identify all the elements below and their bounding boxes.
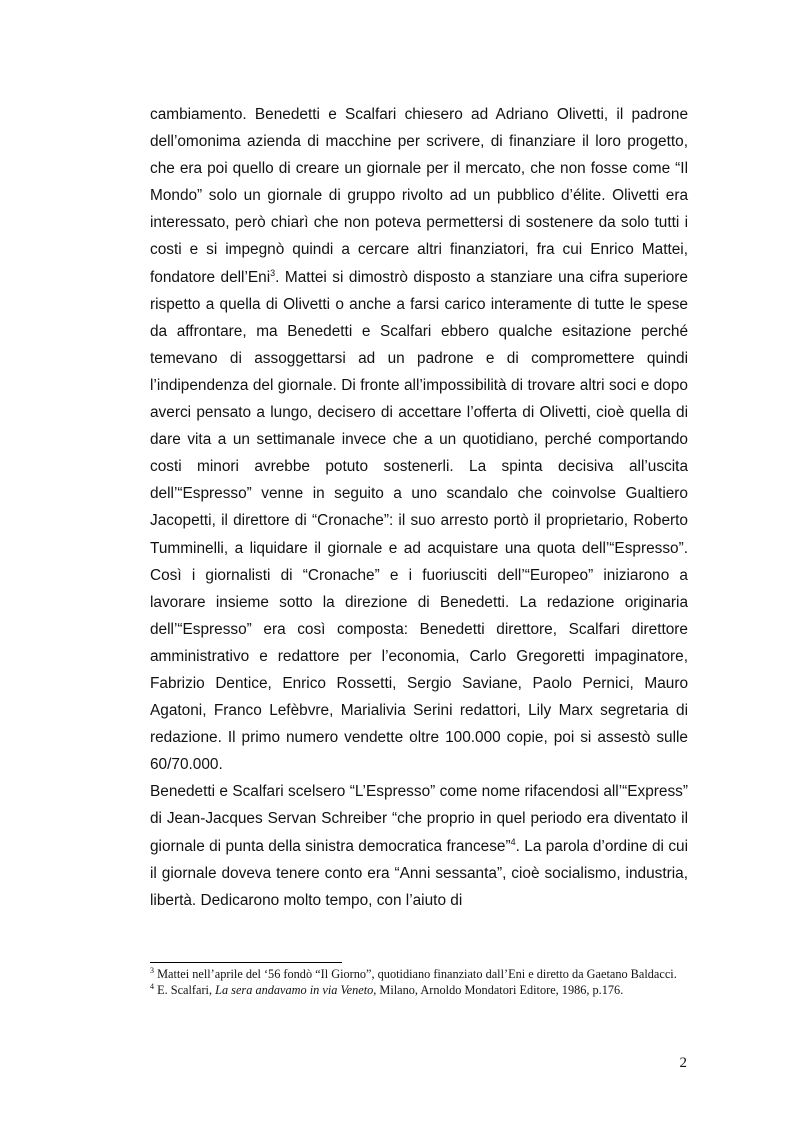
footnote-4: $^4$ E. Scalfari, La sera andavamo in via Veneto, Milano, Arnoldo Mondatori Editore, 1986, p.176. [150, 981, 624, 997]
footnote-ref-4: 4 [510, 836, 516, 847]
footnote-ref-3: 3 [270, 267, 276, 278]
footnote-separator [150, 962, 342, 963]
paragraph-1: cambiamento. Benedetti e Scalfari chiesero ad Adriano Olivetti, il padrone dell’omonima azienda di macchine per scrivere, di finanziare il loro progetto, che era poi quello di creare un giornale per il mercato, che non fosse come “Il Mondo” solo un giornale di gruppo rivolto ad un pubblico d’élite. Olivetti era interessato, però chiarì che non poteva permettersi di sostenere da solo tutti i costi e si impegnò quindi a cercare altri finanziatori, fra cui Enrico Mattei, fondatore dell’Eni$^3$. Mattei si dimostrò disposto a stanziare una cifra superiore rispetto a quella di Olivetti o anche a farsi carico interamente di tutte le spese da affrontare, ma Benedetti e Scalfari ebbero qualche esitazione perché temevano di assoggettarsi ad un padrone e di compromettere quindi l’indipendenza del giornale. Di fronte all’impossibilità di trovare altri soci e dopo averci pensato a lungo, decisero di accettare l’offerta di Olivetti, cioè quella di dare vita a un settimanale invece che a un quotidiano, perché comportando costi minori avrebbe potuto sostenerli. La spinta decisiva all’uscita dell’“Espresso” venne in seguito a uno scandalo che coinvolse Gualtiero Jacopetti, il direttore di “Cronache”: il suo arresto portò il proprietario, Roberto Tumminelli, a liquidare il giornale e ad acquistare una quota dell’“Espresso”. Così i giornalisti di “Cronache” e i fuoriusciti dell’“Europeo” iniziarono a lavorare insieme sotto la direzione di Benedetti. La redazione originaria dell’“Espresso” era così composta: Benedetti direttore, Scalfari direttore amministrativo e redattore per l’economia, Carlo Gregoretti impaginatore, Fabrizio Dentice, Enrico Rossetti, Sergio Saviane, Paolo Pernici, Mauro Agatoni, Franco Lefèbvre, Marialivia Serini redattori, Lily Marx segretaria di redazione. Il primo numero vendette oltre 100.000 copie, poi si assestò sulle 60/70.000. [150, 106, 688, 774]
footnote-3: $^3$ Mattei nell’aprile del ‘56 fondò “Il Giorno”, quotidiano finanziato dall’Eni e diretto da Gaetano Baldacci. [150, 965, 677, 981]
book-title: La sera andavamo in via Veneto [215, 983, 374, 997]
page-number: 2 [679, 1055, 687, 1071]
footnotes [150, 966, 688, 998]
paragraph-2: Benedetti e Scalfari scelsero “L’Espresso” come nome rifacendosi all’“Express” di Jean-Jacques Servan Schreiber “che proprio in quel periodo era diventato il giornale di punta della sinistra democratica francese”$^4$. La parola d’ordine di cui il giornale doveva tenere conto era “Anni sessanta”, cioè socialismo, industria, libertà. Dedicarono molto tempo, con l’aiuto di [150, 783, 688, 909]
body-text [150, 101, 688, 914]
